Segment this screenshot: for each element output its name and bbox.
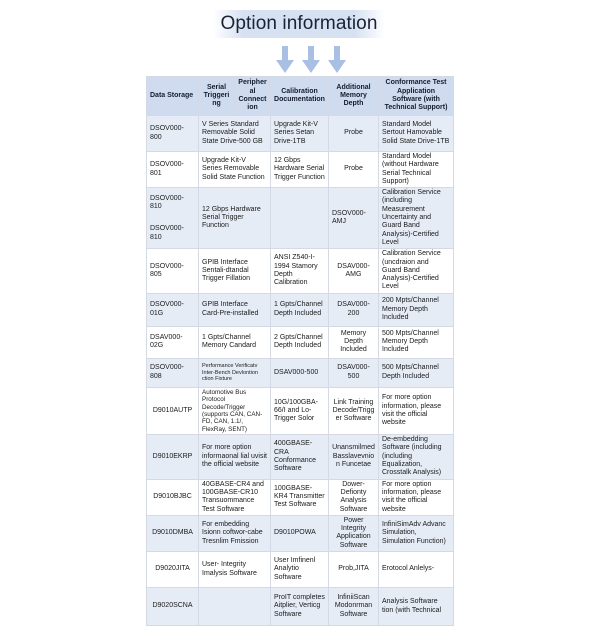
cell-conformance: Analysis Software tion (with Technical	[379, 588, 454, 626]
table-row	[147, 552, 454, 588]
cell-serial-peripheral: GPIB Interface Sentali-dtandal Trigger Fillation	[199, 249, 271, 293]
cell-memory-depth: DSAV000-500	[329, 358, 379, 387]
cell-line: DSOV000-810	[150, 225, 184, 241]
cell-data-storage: D9010BJBC	[147, 479, 199, 515]
down-arrow-icon	[328, 46, 346, 74]
table-row	[147, 479, 454, 515]
table-row	[147, 515, 454, 551]
table-row	[147, 116, 454, 152]
cell-calibration: 400GBASE-CRA Conformance Software	[271, 435, 329, 479]
cell-conformance: 500 Mpts/Channel Depth Included	[379, 358, 454, 387]
cell-line: DSOV000-810	[150, 194, 184, 210]
header-calibration-documentation: Calibration Documentation	[271, 77, 329, 116]
cell-memory-depth: Power Integrity Application Software	[329, 515, 379, 551]
cell-conformance: Standard Model Sertout Hamovable Solid State Drive-1TB	[379, 116, 454, 152]
cell-conformance: InfiniSimAdv Advanc Simulation, Simulation Function)	[379, 515, 454, 551]
cell-serial-peripheral: Upgrade Kit-V Series Removable Solid State Function	[199, 152, 271, 188]
cell-conformance: 200 Mpts/Channel Memory Depth Included	[379, 293, 454, 326]
cell-conformance: Standard Model (without Hardware Serial Technical Support)	[379, 152, 454, 188]
cell-memory-depth: Prob,JITA	[329, 552, 379, 588]
cell-serial-peripheral: V Series Standard Removable Solid State Drive-500 GB	[199, 116, 271, 152]
table-row	[147, 326, 454, 358]
table-row	[147, 152, 454, 188]
cell-data-storage: D9020SCNA	[147, 588, 199, 626]
cell-data-storage: D9010EKRP	[147, 435, 199, 479]
table-row	[147, 249, 454, 293]
cell-memory-depth: Unansmilmed Basslavevnion Funcetae	[329, 435, 379, 479]
cell-conformance: For more option information, please visit the official website	[379, 479, 454, 515]
cell-calibration: DSAV000-500	[271, 358, 329, 387]
header-additional-memory-depth: Additional Memory Depth	[329, 77, 379, 116]
cell-calibration: 10G/100GBA-66/I and Lo- Trigger Solor	[271, 387, 329, 434]
cell-memory-depth: Dower-Defionty Analysis Software	[329, 479, 379, 515]
cell-memory-depth: Probe	[329, 116, 379, 152]
cell-data-storage: DSOV000-01G	[147, 293, 199, 326]
cell-memory-depth: DSAV000-AMG	[329, 249, 379, 293]
cell-serial-peripheral: For more option informaonal lial uvisit the official website	[199, 435, 271, 479]
cell-memory-depth: Probe	[329, 152, 379, 188]
cell-calibration: 2 Gpts/Channel Depth Included	[271, 326, 329, 358]
cell-calibration: Upgrade Kit-V Series Setan Drive-1TB	[271, 116, 329, 152]
cell-memory-depth: InfiniiScan Modonrman Software	[329, 588, 379, 626]
cell-calibration: 12 Gbps Hardware Serial Trigger Function	[271, 152, 329, 188]
cell-calibration: 100GBASE-KR4 Transmitter Test Software	[271, 479, 329, 515]
cell-serial-peripheral: 1 Gpts/Channel Memory Candard	[199, 326, 271, 358]
table-row	[147, 358, 454, 387]
table-row	[147, 588, 454, 626]
cell-serial-peripheral	[199, 588, 271, 626]
cell-serial-peripheral: GPIB Interface Card-Pre-installed	[199, 293, 271, 326]
down-arrow-icon	[276, 46, 294, 74]
cell-calibration	[271, 188, 329, 249]
cell-data-storage: D9010AUTP	[147, 387, 199, 434]
header-serial-triggering: Serial Triggering	[199, 77, 235, 116]
cell-serial-peripheral: 12 Gbps Hardware Serial Trigger Function	[199, 188, 271, 249]
cell-memory-depth: Link Training Decode/Trigger Software	[329, 387, 379, 434]
cell-conformance: Calibration Service (including Measurement Uncertainty and Guard Band Analysis)-Certified Level	[379, 188, 454, 249]
header-conformance-test-software: Conformance Test Application Software (with Technical Support)	[379, 77, 454, 116]
cell-data-storage: DSAV000-02G	[147, 326, 199, 358]
down-arrow-icon	[302, 46, 320, 74]
cell-serial-peripheral: 40GBASE-CR4 and 100GBASE-CR10 Transuommance Test Software	[199, 479, 271, 515]
table-row	[147, 435, 454, 479]
cell-data-storage: DSOV000-801	[147, 152, 199, 188]
cell-calibration: ProIT completes Aitplier, Verticg Software	[271, 588, 329, 626]
cell-calibration: ANSI Z540-I-1994 Stamory Depth Calibration	[271, 249, 329, 293]
table-row	[147, 387, 454, 434]
cell-serial-peripheral: Automotive Bus Protocol Decode/Trigger (supports CAN, CAN-FD, CAN, 1.1/, FlexRay, SENT)	[199, 387, 271, 434]
cell-data-storage: DSOV000-808	[147, 358, 199, 387]
cell-data-storage: DSOV000-805	[147, 249, 199, 293]
cell-conformance: For more option information, please visit the official website	[379, 387, 454, 434]
cell-conformance: Erotocol Anlelys-	[379, 552, 454, 588]
cell-calibration: User Imfinenl Analytio Software	[271, 552, 329, 588]
header-data-storage: Data Storage	[147, 77, 199, 116]
option-table	[146, 76, 454, 626]
cell-conformance: De-embedding Software (including (including Equalization, Crosstalk Analysis)	[379, 435, 454, 479]
cell-conformance: Calibration Service (uncdraion and Guard Band Analysis)-Certified Level	[379, 249, 454, 293]
down-arrows	[276, 46, 346, 74]
cell-data-storage	[147, 188, 199, 249]
cell-data-storage: D9010DMBA	[147, 515, 199, 551]
title-banner	[213, 10, 385, 38]
cell-memory-depth: Memory Depth Included	[329, 326, 379, 358]
cell-calibration: D9010POWA	[271, 515, 329, 551]
table-header-row	[147, 77, 454, 116]
cell-calibration: 1 Gpts/Channel Depth Included	[271, 293, 329, 326]
cell-serial-peripheral: Performance Verificatv Inter-Bench Devlontion ction Fixture	[199, 358, 271, 387]
table-row	[147, 293, 454, 326]
header-peripheral-connection: Peripheral Connection	[235, 77, 271, 116]
cell-serial-peripheral: User- Integrity Imalysis Software	[199, 552, 271, 588]
cell-memory-depth: DSAV000-200	[329, 293, 379, 326]
page-title: Option information	[220, 13, 378, 34]
cell-serial-peripheral: For embedding Isionn coftwor-cabe Tresnlim Fmission	[199, 515, 271, 551]
cell-data-storage: DSOV000-800	[147, 116, 199, 152]
cell-conformance: 500 Mpts/Channel Memory Depth Included	[379, 326, 454, 358]
cell-memory-depth: DSOV000-AMJ	[329, 188, 379, 249]
table-row	[147, 188, 454, 249]
cell-data-storage: D9020JITA	[147, 552, 199, 588]
